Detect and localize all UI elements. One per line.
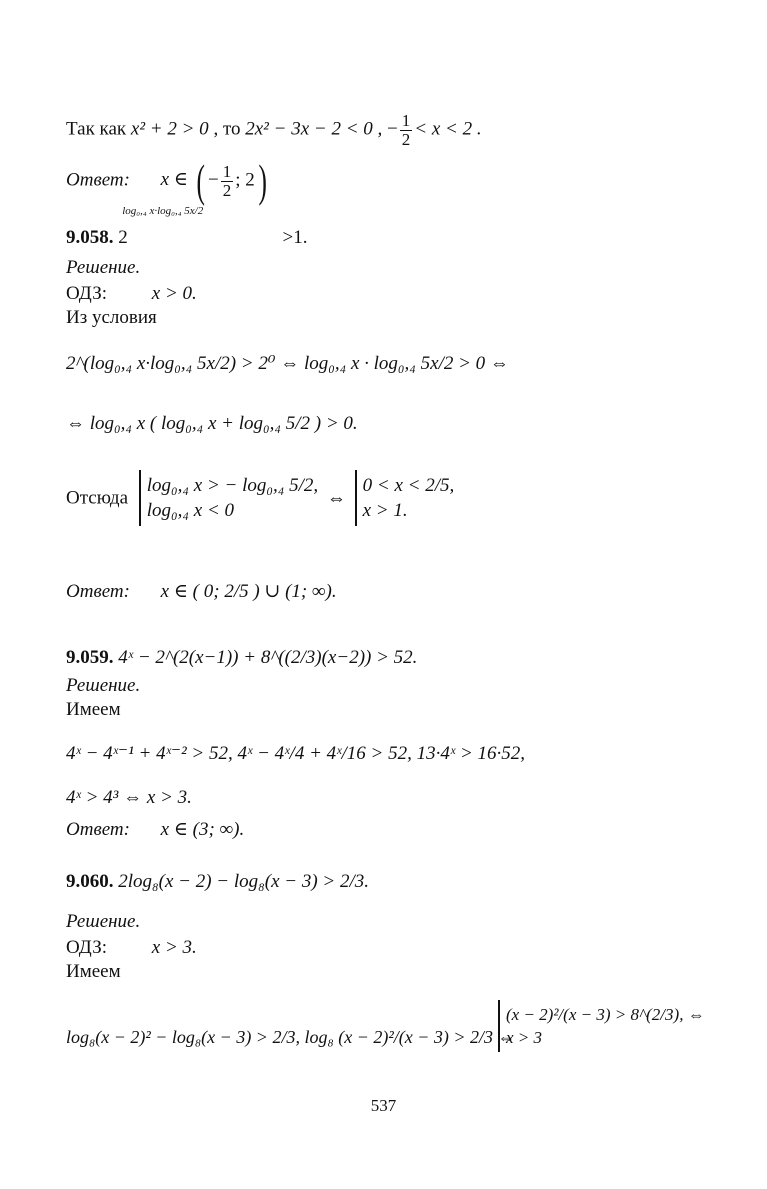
system-058 [66,470,454,526]
answer-label: Ответ: [66,169,130,191]
solution-label: Решение. [66,911,141,932]
text-imeem: Имеем [66,699,121,720]
equation-060-1: log₈(x − 2)² − log₈(x − 3) > 2/3, log₈ (x − 2)²/(x − 3) > 2/3 ⇔ [66,1027,516,1047]
math-ineq-2: 2x² − 3x − 2 < 0 , [245,118,383,140]
problem-9-060 [66,872,369,891]
problem-expression: 2log₈(x − 2) − log₈(x − 3) > 2/3. [118,871,370,892]
text-imeem: Имеем [66,961,121,982]
solution-label: Решение. [66,675,141,696]
frac-den: 2 [222,180,232,200]
system-060-row-2: x > 3 [506,1028,543,1047]
system-right-row-1: 0 < x < 2/5, [362,475,455,496]
paren-right: ) [258,155,267,206]
system-060-box [498,1000,705,1052]
system-right-row-2: x > 1. [362,500,408,521]
page-number: 537 [370,1096,397,1115]
frac-den: 2 [401,129,411,149]
odz-label: ОДЗ: [66,937,108,958]
frac-num: 1 [401,111,411,130]
equation-058-1: 2^(log₀,₄ x·log₀,₄ 5x/2) > 2⁰ ⇔ log₀,₄ x · log₀,₄ 5x/2 > 0 ⇔ [66,353,509,374]
equation-059-2: 4ˣ > 4³ ⇔ x > 3. [66,787,192,808]
answer-label: Ответ: [66,581,130,602]
odz-label: ОДЗ: [66,283,108,304]
solution-label: Решение. [66,257,141,278]
answer-1 [66,155,270,206]
math-ineq-3: < x < 2 . [414,118,482,140]
odz-line [66,938,197,957]
text-to: , то [213,118,241,140]
math-x-in: x ∈ [160,169,188,191]
odz-value: x > 3. [151,937,197,958]
fraction-one-half [400,112,413,149]
equation-059-1: 4ˣ − 4ˣ⁻¹ + 4ˣ⁻² > 52, 4ˣ − 4ˣ/4 + 4ˣ/16 > 52, 13·4ˣ > 16·52, [66,743,526,764]
problem-number: 9.058. [66,227,114,248]
answer-value: x ∈ (3; ∞). [160,819,245,840]
text-tak-kak: Так как [66,118,127,140]
math-ineq-1: x² + 2 > 0 [130,118,209,140]
answer-value: x ∈ ( 0; 2/5 ) ∪ (1; ∞). [160,581,337,602]
math-minus: − [387,118,398,140]
fraction-one-half [221,163,234,200]
problem-number: 9.059. [66,647,114,668]
math-post: ; 2 [235,169,255,191]
problem-9-059 [66,648,417,667]
frac-num: 1 [222,161,232,181]
math-equiv: ⇔ [326,487,346,509]
power-exponent: log₀,₄ x·log₀,₄ 5x/2 [122,205,204,217]
text-otsyuda: Отсюда [66,487,129,509]
answer-058 [66,582,337,601]
problem-expression: 4ˣ − 2^(2(x−1)) + 8^((2/3)(x−2)) > 52. [118,647,418,668]
power-expression [118,205,204,248]
line-tak-kak [66,112,482,149]
power-base: 2 [118,227,128,248]
system-060-row-1: (x − 2)²/(x − 3) > 8^(2/3), ⇔ [506,1005,705,1024]
answer-059 [66,820,244,839]
answer-label: Ответ: [66,819,130,840]
system-060 [498,1000,705,1052]
system-right [355,470,455,526]
problem-number: 9.060. [66,871,114,892]
text-iz-usloviya: Из условия [66,307,157,328]
system-left-row-2: log₀,₄ x < 0 [146,500,235,521]
system-left [139,470,318,526]
math-minus: − [208,169,219,191]
math-tail: >1. [282,227,308,248]
system-left-row-1: log₀,₄ x > − log₀,₄ 5/2, [146,475,319,496]
odz-line [66,284,197,303]
problem-9-058 [66,205,308,248]
paren-left: ( [196,155,205,206]
odz-value: x > 0. [151,283,197,304]
equation-058-2: ⇔ log₀,₄ x ( log₀,₄ x + log₀,₄ 5/2 ) > 0. [66,413,358,434]
